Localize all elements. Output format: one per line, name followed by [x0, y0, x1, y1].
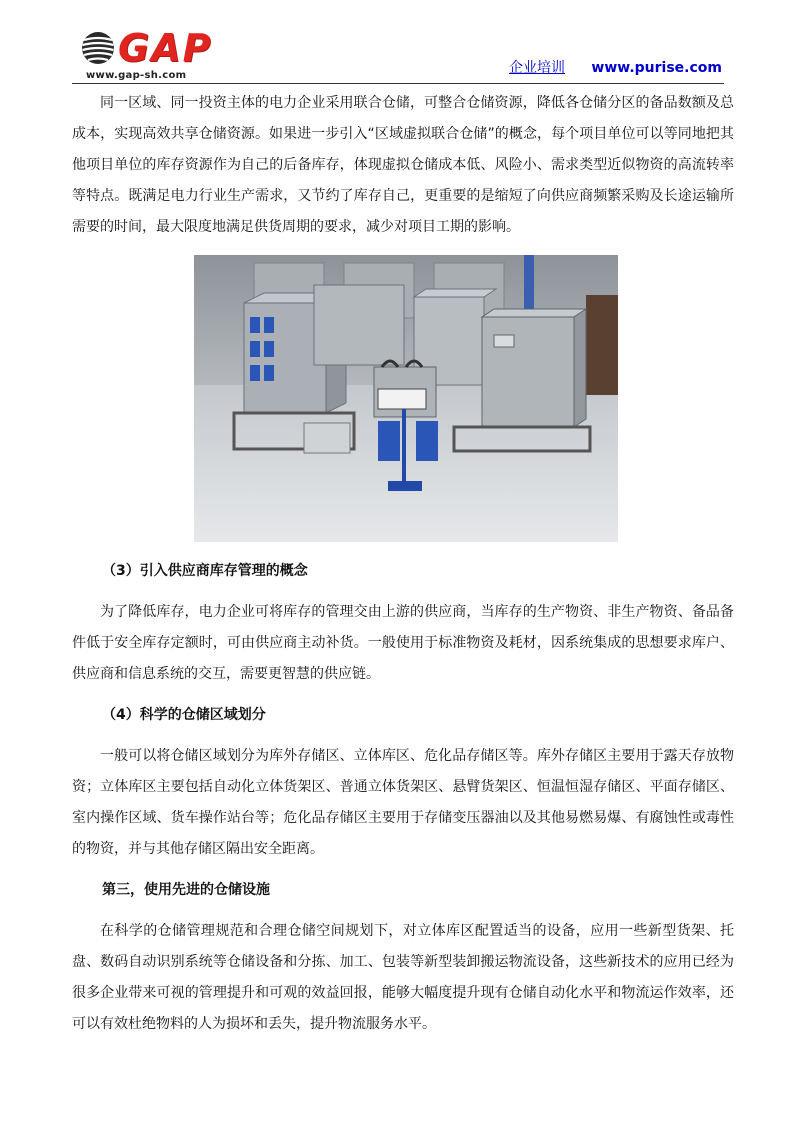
warehouse-photo-illustration: [194, 255, 618, 542]
page-header: [72, 22, 722, 84]
paragraph-storage-zones: 一般可以将仓储区域划分为库外存储区、立体库区、危化品存储区等。库外存储区主要用于露天存放物资；立体库区主要包括自动化立体货架区、普通立体货架区、悬臂货架区、恒温恒湿存储区、平面存储区、室内操作区域、货车操作站台等；危化品存储区主要用于存储变压器油以及其他易燃易爆、有腐蚀性或毒性的物资，并与其他存储区隔出安全距离。: [72, 748, 734, 857]
heading-advanced-facilities: 第三，使用先进的仓储设施: [102, 882, 270, 898]
document-body: [72, 88, 734, 1040]
logo-text: GAP: [118, 26, 213, 70]
globe-logo-icon: [80, 30, 116, 66]
heading-supplier-inventory: （3）引入供应商库存管理的概念: [102, 563, 308, 579]
logo-url: www.gap-sh.com: [86, 70, 187, 81]
paragraph-advanced-facilities: 在科学的仓储管理规范和合理仓储空间规划下，对立体库区配置适当的设备，应用一些新型货架、托盘、数码自动识别系统等仓储设备和分拣、加工、包装等新型装卸搬运物流设备，这些新技术的应用已经为很多企业带来可视的管理提升和可观的效益回报，能够大幅度提升现有仓储自动化水平和物流运作效率，还可以有效杜绝物料的人为损坏和丢失，提升物流服务水平。: [72, 923, 734, 1032]
training-link[interactable]: 企业培训: [508, 60, 565, 76]
paragraph-supplier-inventory: 为了降低库存，电力企业可将库存的管理交由上游的供应商，当库存的生产物资、非生产物资、备品备件低于安全库存定额时，可由供应商主动补货。一般使用于标准物资及耗材，因系统集成的思想要求库户、供应商和信息系统的交互，需要更智慧的供应链。: [72, 604, 734, 682]
warehouse-equipment-photo: [194, 255, 618, 542]
company-logo: [80, 26, 220, 84]
heading-storage-zones: （4）科学的仓储区域划分: [102, 707, 266, 723]
header-divider: [72, 83, 724, 84]
site-link[interactable]: www.purise.com: [591, 60, 722, 76]
header-links: [509, 57, 722, 77]
paragraph-joint-warehousing: 同一区域、同一投资主体的电力企业采用联合仓储，可整合仓储资源，降低各仓储分区的备品数额及总成本，实现高效共享仓储资源。如果进一步引入“区域虚拟联合仓储”的概念，每个项目单位可以等同地把其他项目单位的库存资源作为自己的后备库存，体现虚拟仓储成本低、风险小、需求类型近似物资的高流转率等特点。既满足电力行业生产需求，又节约了库存自己，更重要的是缩短了向供应商频繁采购及长途运输所需要的时间，最大限度地满足供货周期的要求，减少对项目工期的影响。: [72, 95, 734, 235]
